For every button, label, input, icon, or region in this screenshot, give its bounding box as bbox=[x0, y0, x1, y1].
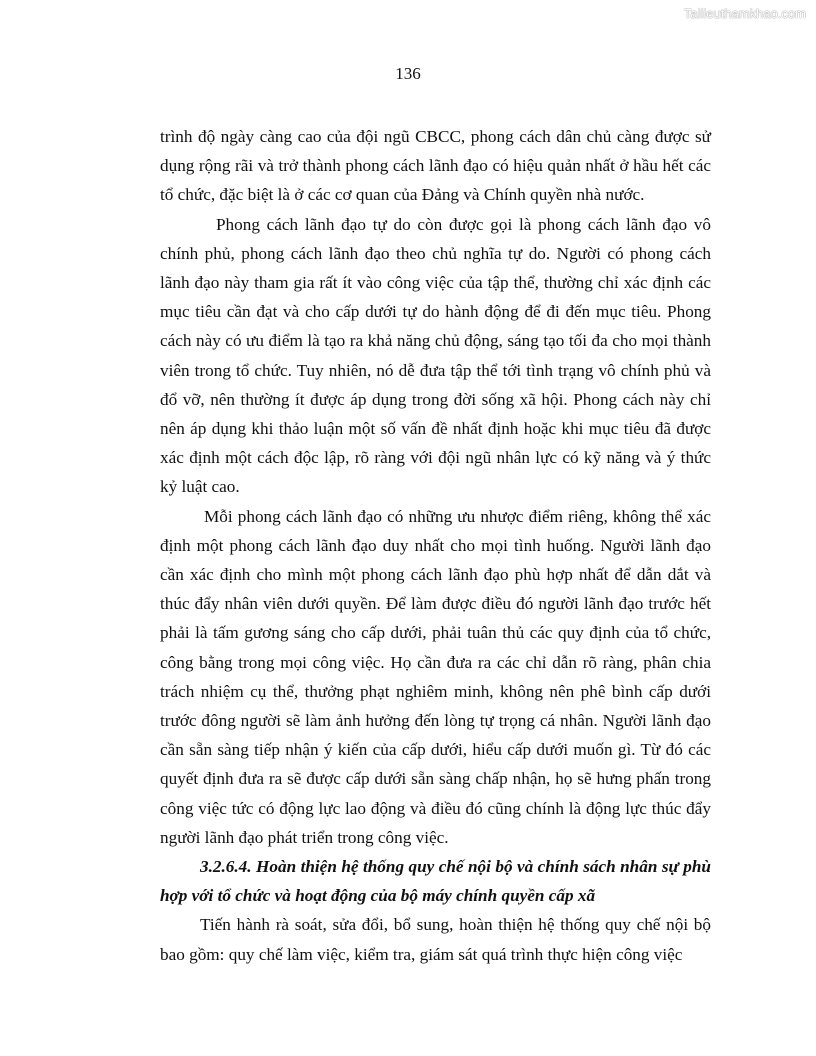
paragraph-free-leadership: Phong cách lãnh đạo tự do còn được gọi là phong cách lãnh đạo vô chính phủ, phong cách lãnh đạo theo chủ nghĩa tự do. Người có phong cách lãnh đạo này tham gia rất ít vào công việc của tập thể, thường chỉ xác định các mục tiêu cần đạt và cho cấp dưới tự do hành động để đi đến mục tiêu. Phong cách này có ưu điểm là tạo ra khả năng chủ động, sáng tạo tối đa cho mọi thành viên trong tổ chức. Tuy nhiên, nó dễ đưa tập thể tới tình trạng vô chính phủ và đổ vỡ, nên thường ít được áp dụng trong đời sống xã hội. Phong cách này chỉ nên áp dụng khi thảo luận một số vấn đề nhất định hoặc khi mục tiêu đã được xác định một cách độc lập, rõ ràng với đội ngũ nhân lực có kỹ năng và ý thức kỷ luật cao. bbox=[160, 214, 711, 497]
section-heading: 3.2.6.4. Hoàn thiện hệ thống quy chế nội bộ và chính sách nhân sự phù hợp với tổ chức và hoạt động của bộ máy chính quyền cấp xã bbox=[160, 857, 711, 906]
paragraph-leadership-styles: Mỗi phong cách lãnh đạo có những ưu nhược điểm riêng, không thể xác định một phong cách lãnh đạo duy nhất cho mọi tình huống. Người lãnh đạo cần xác định cho mình một phong cách lãnh đạo phù hợp nhất để dẫn dắt và thúc đẩy nhân viên dưới quyền. Để làm được điều đó người lãnh đạo trước hết phải là tấm gương sáng cho cấp dưới, phải tuân thủ các quy định của tổ chức, công bằng trong mọi công việc. Họ cần đưa ra các chỉ dẫn rõ ràng, phân chia trách nhiệm cụ thể, thưởng phạt nghiêm minh, không nên phê bình cấp dưới trước đông người sẽ làm ảnh hưởng đến lòng tự trọng cá nhân. Người lãnh đạo cần sẵn sàng tiếp nhận ý kiến của cấp dưới, hiểu cấp dưới muốn gì. Từ đó các quyết định đưa ra sẽ được cấp dưới sẵn sàng chấp nhận, họ sẽ hưng phấn trong công việc tức có động lực lao động và điều đó cũng chính là động lực thúc đẩy người lãnh đạo phát triển trong công việc. bbox=[160, 506, 711, 847]
watermark: Tailieuthamkhao.com bbox=[683, 6, 806, 21]
paragraph-continuation: trình độ ngày càng cao của đội ngũ CBCC, phong cách dân chủ càng được sử dụng rộng rãi và trở thành phong cách lãnh đạo có hiệu quản nhất ở hầu hết các tổ chức, đặc biệt là ở các cơ quan của Đảng và Chính quyền nhà nước. bbox=[160, 127, 711, 205]
paragraph-regulations: Tiến hành rà soát, sửa đổi, bổ sung, hoàn thiện hệ thống quy chế nội bộ bao gồm: quy chế làm việc, kiểm tra, giám sát quá trình thực hiện công việc bbox=[160, 915, 711, 964]
page-number: 136 bbox=[395, 64, 421, 83]
document-body bbox=[160, 122, 711, 969]
